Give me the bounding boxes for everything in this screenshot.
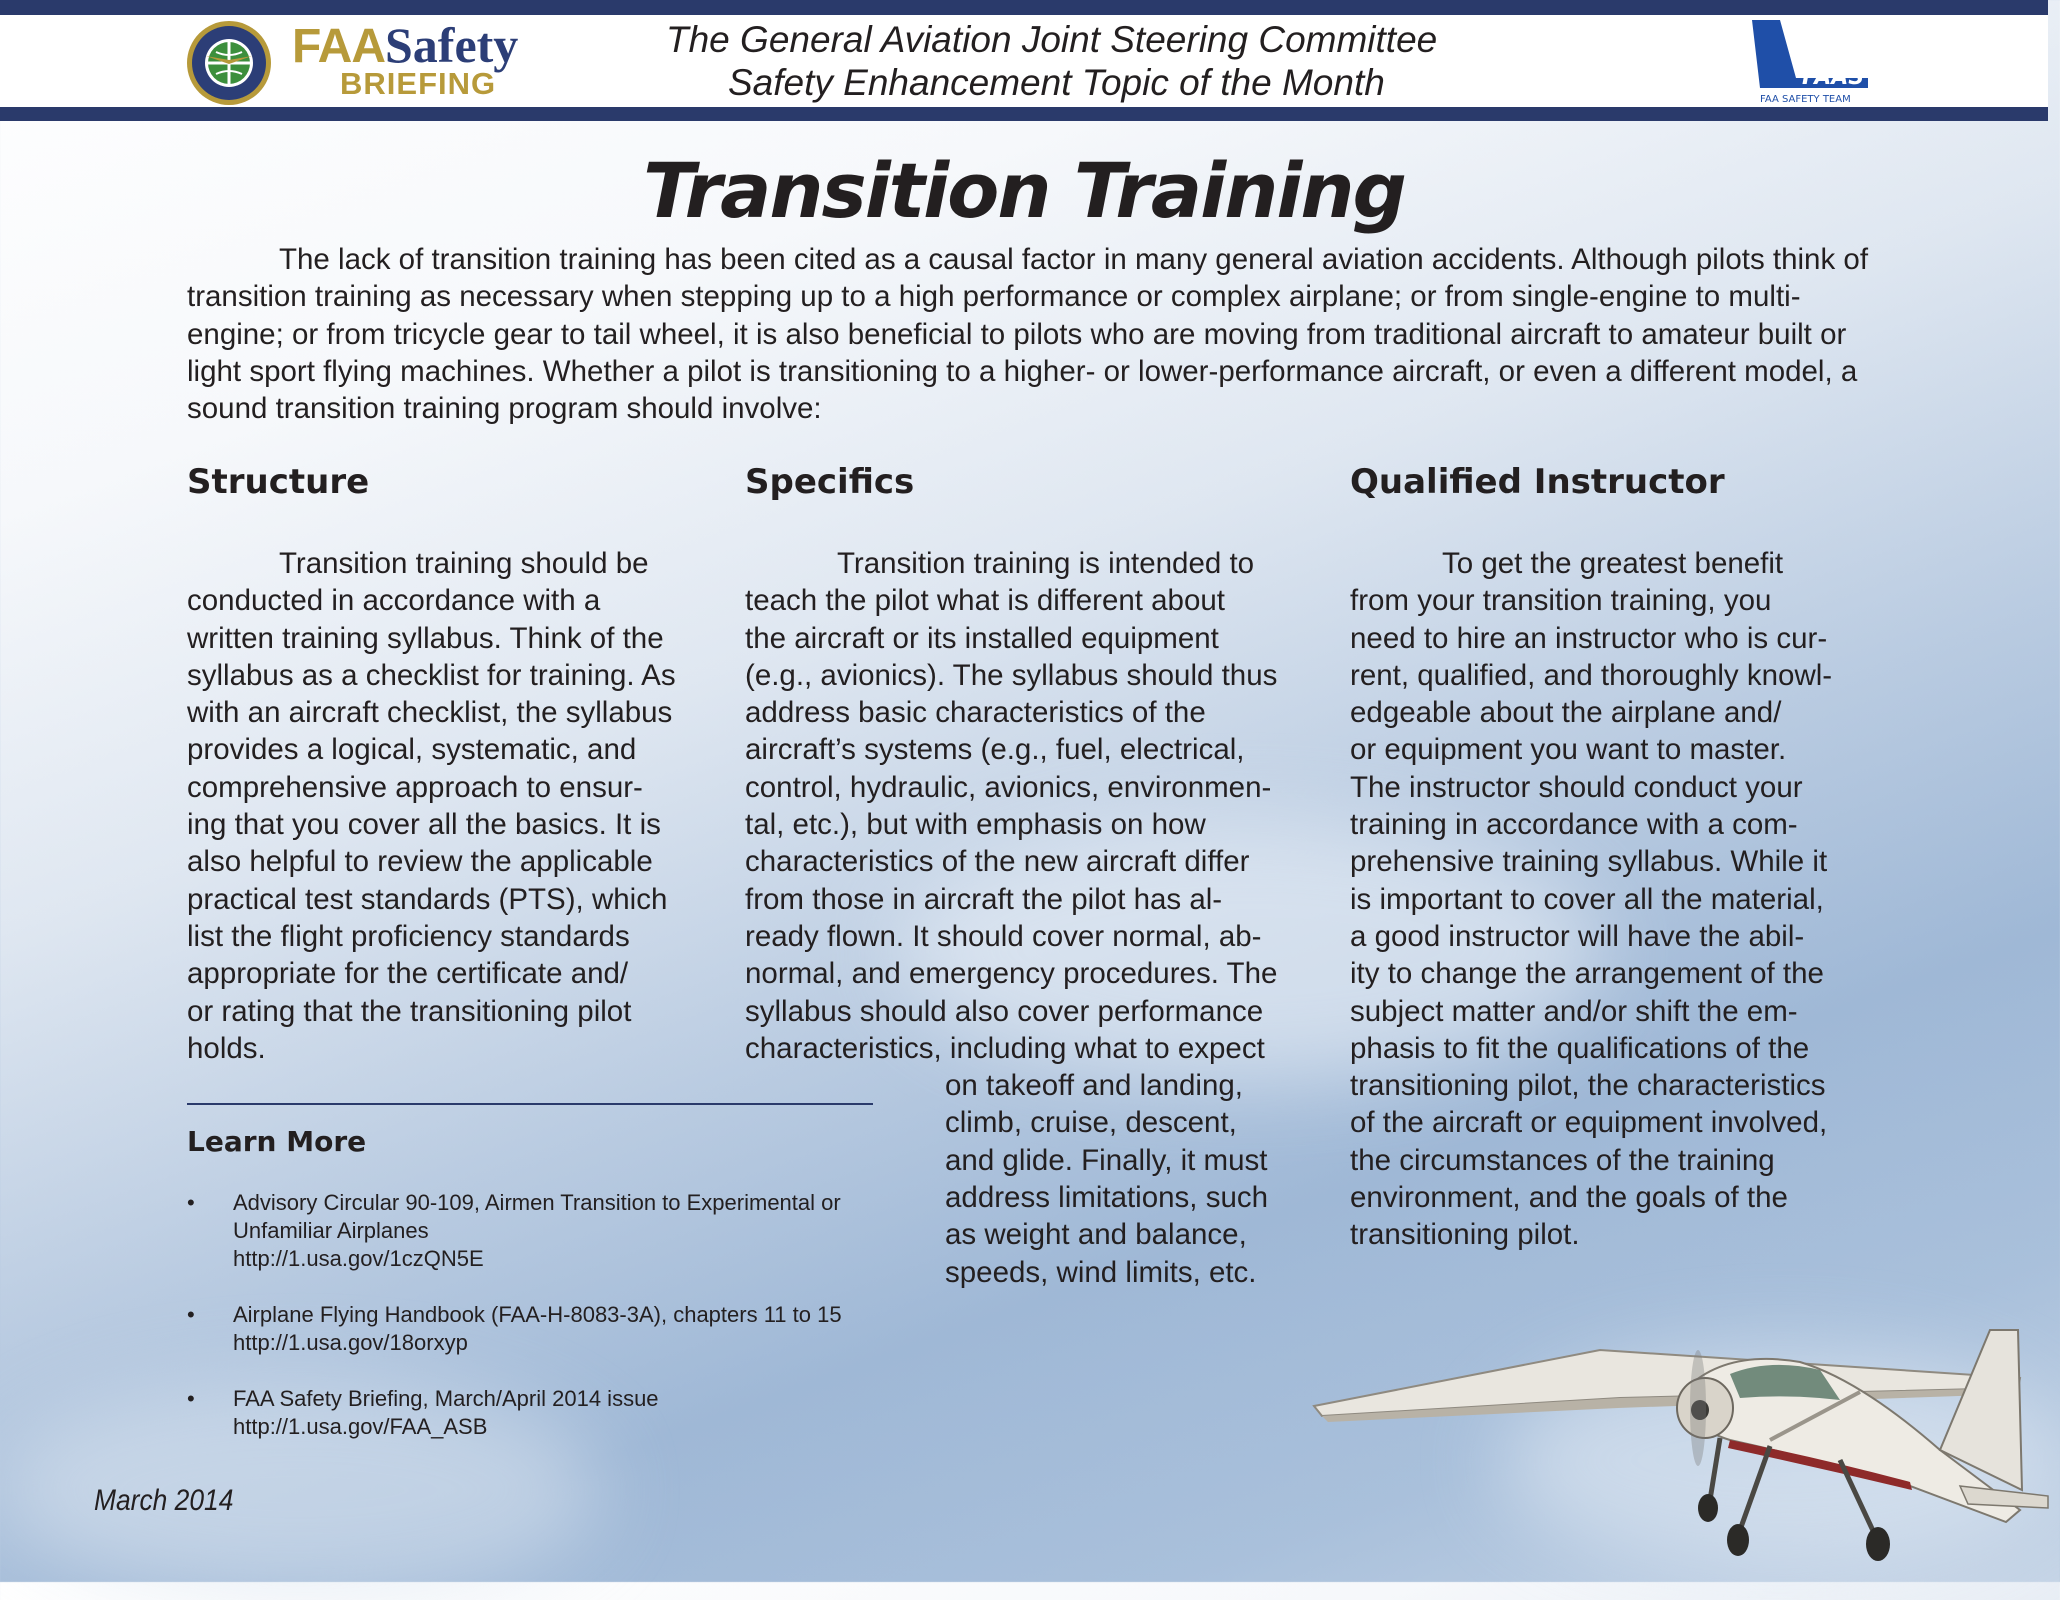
column-text-line: (e.g., avionics). The syllabus should thus — [745, 658, 1278, 692]
column-text-line: from those in aircraft the pilot has al- — [745, 882, 1223, 916]
column-text-line: syllabus as a checklist for training. As — [187, 658, 676, 692]
column-text-line: written training syllabus. Think of the — [187, 621, 664, 655]
resource-title-line: FAA Safety Briefing, March/April 2014 issue — [233, 1386, 659, 1411]
brand-briefing: BRIEFING — [340, 66, 497, 101]
column-text-line: or rating that the transitioning pilot — [187, 994, 632, 1028]
faa-seal-logo — [186, 20, 272, 106]
learn-more-divider — [187, 1103, 873, 1105]
column-text-line: address limitations, such — [945, 1181, 1269, 1215]
column-text-line: provides a logical, systematic, and — [187, 733, 637, 767]
column-text-line: syllabus should also cover performance — [745, 994, 1264, 1028]
column-text-line: speeds, wind limits, etc. — [945, 1255, 1257, 1289]
faa-safety-briefing-logo — [292, 17, 519, 101]
column-text-line: is important to cover all the material, — [1350, 882, 1824, 916]
column-text-line: practical test standards (PTS), which — [187, 882, 668, 916]
column-text-line: characteristics of the new aircraft differ — [745, 845, 1250, 879]
committee-line-1: The General Aviation Joint Steering Committee — [666, 19, 1438, 60]
column-text-line: To get the greatest benefit — [1442, 547, 1784, 580]
header-bottom-bar — [0, 107, 2048, 121]
column-text-line: conducted in accordance with a — [187, 584, 601, 618]
column-text-line: Transition training is intended to — [837, 547, 1255, 580]
resource-link[interactable]: http://1.usa.gov/FAA_ASB — [233, 1414, 488, 1439]
column-text-line: holds. — [187, 1031, 266, 1065]
column-text-line: control, hydraulic, avionics, environmen- — [745, 770, 1272, 804]
column-text-line: of the aircraft or equipment involved, — [1350, 1106, 1828, 1140]
learn-more-heading: Learn More — [187, 1125, 367, 1158]
column-text-line: from your transition training, you — [1350, 584, 1772, 618]
column-text-line: the aircraft or its installed equipment — [745, 621, 1219, 655]
column-text-line: ing that you cover all the basics. It is — [187, 808, 661, 842]
resource-title-line: Unfamiliar Airplanes — [233, 1218, 429, 1243]
page-title: Transition Training — [643, 146, 1405, 235]
learn-more-item-text — [233, 1385, 913, 1441]
header-top-bar — [0, 0, 2048, 15]
bullet-icon: • — [187, 1386, 195, 1411]
column-text-line: training in accordance with a com- — [1350, 808, 1798, 842]
specifics-text — [745, 545, 1277, 1291]
column-text-line: list the flight proficiency standards — [187, 919, 630, 953]
intro-text: The lack of transition training has been cited as a causal factor in many general aviation accidents. Although pilots think of transition training as necessary when stepping up to a high performance or complex airplane; or from single-engine to multi-engine; or from tricycle gear to tail wheel, it is also beneficial to pilots who are moving from traditional aircraft to amateur built or light sport flying machines. Whether a pilot is transitioning to a higher- or lower-performance aircraft, or even a different model, a sound transition training program should involve: — [187, 243, 1869, 426]
column-text-line: Transition training should be — [279, 547, 649, 580]
column-text-line: a good instructor will have the abil- — [1350, 919, 1805, 953]
faast-tagline: FAA SAFETY TEAM — [1760, 94, 1851, 105]
column-text-line: subject matter and/or shift the em- — [1350, 994, 1798, 1028]
specifics-heading: Specifics — [745, 462, 915, 502]
resource-link[interactable]: http://1.usa.gov/1czQN5E — [233, 1246, 484, 1271]
column-text-line: environment, and the goals of the — [1350, 1181, 1788, 1215]
column-text-line: teach the pilot what is different about — [745, 584, 1225, 618]
column-text-line: and glide. Finally, it must — [945, 1143, 1268, 1177]
column-text-line: ity to change the arrangement of the — [1350, 957, 1824, 991]
column-text-line: prehensive training syllabus. While it — [1350, 845, 1828, 879]
faast-logo — [1750, 18, 1880, 108]
column-text-line: the circumstances of the training — [1350, 1143, 1775, 1177]
column-text-line: address basic characteristics of the — [745, 696, 1206, 730]
column-text-line: on takeoff and landing, — [945, 1069, 1243, 1103]
structure-heading: Structure — [187, 462, 370, 502]
column-text-line: climb, cruise, descent, — [945, 1106, 1237, 1140]
column-text-line: characteristics, including what to expect — [745, 1031, 1265, 1065]
column-text-line: also helpful to review the applicable — [187, 845, 653, 879]
column-text-line: need to hire an instructor who is cur- — [1350, 621, 1828, 655]
footer-date: March 2014 — [94, 1484, 234, 1517]
bullet-icon: • — [187, 1302, 195, 1327]
column-text-line: comprehensive approach to ensur- — [187, 770, 643, 804]
column-text-line: tal, etc.), but with emphasis on how — [745, 808, 1206, 842]
column-text-line: The instructor should conduct your — [1350, 770, 1803, 804]
faast-wordmark: FAAST — [1802, 65, 1880, 90]
resource-title-line: Advisory Circular 90-109, Airmen Transition to Experimental or — [233, 1190, 841, 1215]
column-text-line: edgeable about the airplane and/ — [1350, 696, 1782, 730]
structure-text — [187, 545, 676, 1067]
column-text-line: appropriate for the certificate and/ — [187, 957, 629, 991]
resource-link[interactable]: http://1.usa.gov/18orxyp — [233, 1330, 468, 1355]
bullet-icon: • — [187, 1190, 195, 1215]
committee-line-2: Safety Enhancement Topic of the Month — [728, 62, 1385, 103]
column-text-line: as weight and balance, — [945, 1218, 1247, 1252]
column-text-line: aircraft’s systems (e.g., fuel, electrical, — [745, 733, 1245, 767]
learn-more-item-text — [233, 1189, 913, 1273]
brand-safety: Safety — [385, 17, 519, 73]
column-text-line: ready flown. It should cover normal, ab- — [745, 919, 1262, 953]
column-text-line: normal, and emergency procedures. The — [745, 957, 1278, 991]
column-text-line: or equipment you want to master. — [1350, 733, 1787, 767]
column-text-line: with an aircraft checklist, the syllabus — [187, 696, 673, 730]
column-text-line: phasis to fit the qualifications of the — [1350, 1031, 1810, 1065]
column-text-line: transitioning pilot. — [1350, 1218, 1580, 1252]
column-text-line: rent, qualified, and thoroughly knowl- — [1350, 658, 1833, 692]
learn-more-item-text — [233, 1301, 913, 1357]
airplane-image — [1300, 1290, 2048, 1582]
qualified-instructor-text — [1350, 545, 1832, 1254]
column-text-line: transitioning pilot, the characteristics — [1350, 1069, 1826, 1103]
qualified-instructor-heading: Qualified Instructor — [1350, 462, 1725, 502]
resource-title-line: Airplane Flying Handbook (FAA-H-8083-3A), chapters 11 to 15 — [233, 1302, 842, 1327]
intro-paragraph — [187, 241, 1887, 427]
brand-faa: FAA — [292, 20, 385, 73]
